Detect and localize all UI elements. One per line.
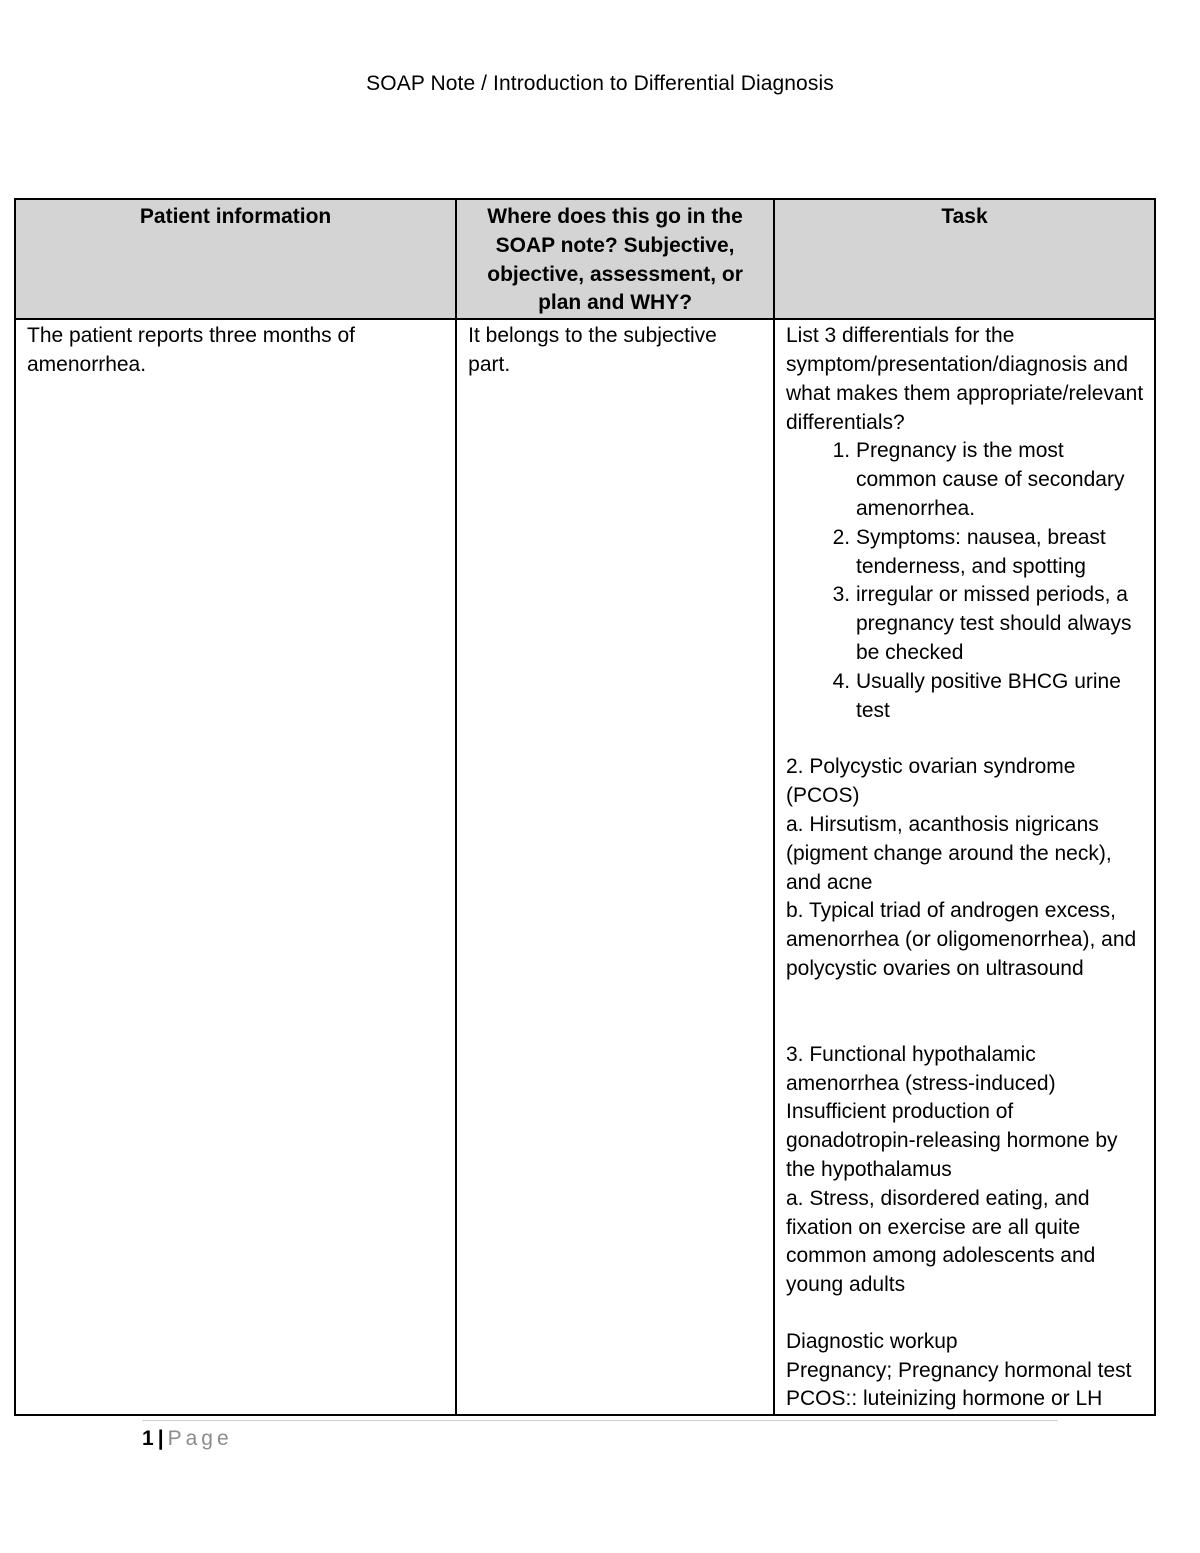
fha-description: Insufficient production of gonadotropin-releasing hormone by the hypothalamus bbox=[785, 1100, 1118, 1181]
pcos-point-a: a. Hirsutism, acanthosis nigricans (pigment change around the neck), and acne bbox=[785, 812, 1112, 894]
fha-title: 3. Functional hypothalamic amenorrhea (stress-induced) bbox=[785, 1042, 1056, 1095]
page-label: Page bbox=[167, 1427, 233, 1450]
cell-task bbox=[774, 319, 1155, 1415]
list-item: 2. Symptoms: nausea, breast tenderness, and spotting bbox=[856, 524, 1144, 582]
fha-point-a: a. Stress, disordered eating, and fixation on exercise are all quite common among adolescents and young adults bbox=[785, 1186, 1096, 1297]
workup-pregnancy: Pregnancy; Pregnancy hormonal test bbox=[785, 1358, 1132, 1382]
task-intro: List 3 differentials for the symptom/presentation/diagnosis and what makes them appropriate/relevant differentials? bbox=[785, 324, 1144, 434]
list-item: 3. irregular or missed periods, a pregnancy test should always be checked bbox=[856, 581, 1144, 667]
document-title: SOAP Note / Introduction to Differential Diagnosis bbox=[366, 72, 834, 95]
header-task: Task bbox=[774, 199, 1155, 319]
table-header-row bbox=[15, 199, 1155, 319]
footer-separator: | bbox=[157, 1427, 164, 1450]
cell-soap-section: It belongs to the subjective part. bbox=[456, 319, 774, 1415]
cell-patient-information: The patient reports three months of amenorrhea. bbox=[15, 319, 456, 1415]
pcos-title: 2. Polycystic ovarian syndrome (PCOS) bbox=[785, 755, 1076, 808]
header-soap-section: Where does this go in the SOAP note? Subjective, objective, assessment, or plan and WHY? bbox=[456, 199, 774, 319]
soap-table bbox=[14, 198, 1156, 1416]
list-item: 1. Pregnancy is the most common cause of secondary amenorrhea. bbox=[856, 437, 1144, 523]
pcos-point-b: b. Typical triad of androgen excess, amenorrhea (or oligomenorrhea), and polycystic ovaries on ultrasound bbox=[785, 899, 1137, 980]
pregnancy-list bbox=[786, 437, 1144, 725]
page-number: 1 bbox=[142, 1427, 154, 1450]
workup-pcos: PCOS:: luteinizing hormone or LH bbox=[785, 1387, 1103, 1411]
table-row bbox=[15, 319, 1155, 1415]
page-footer bbox=[142, 1427, 233, 1451]
footer-divider bbox=[142, 1420, 1058, 1421]
header-patient-information: Patient information bbox=[15, 199, 456, 319]
workup-title: Diagnostic workup bbox=[785, 1329, 958, 1353]
list-item: 4. Usually positive BHCG urine test bbox=[856, 668, 1144, 726]
